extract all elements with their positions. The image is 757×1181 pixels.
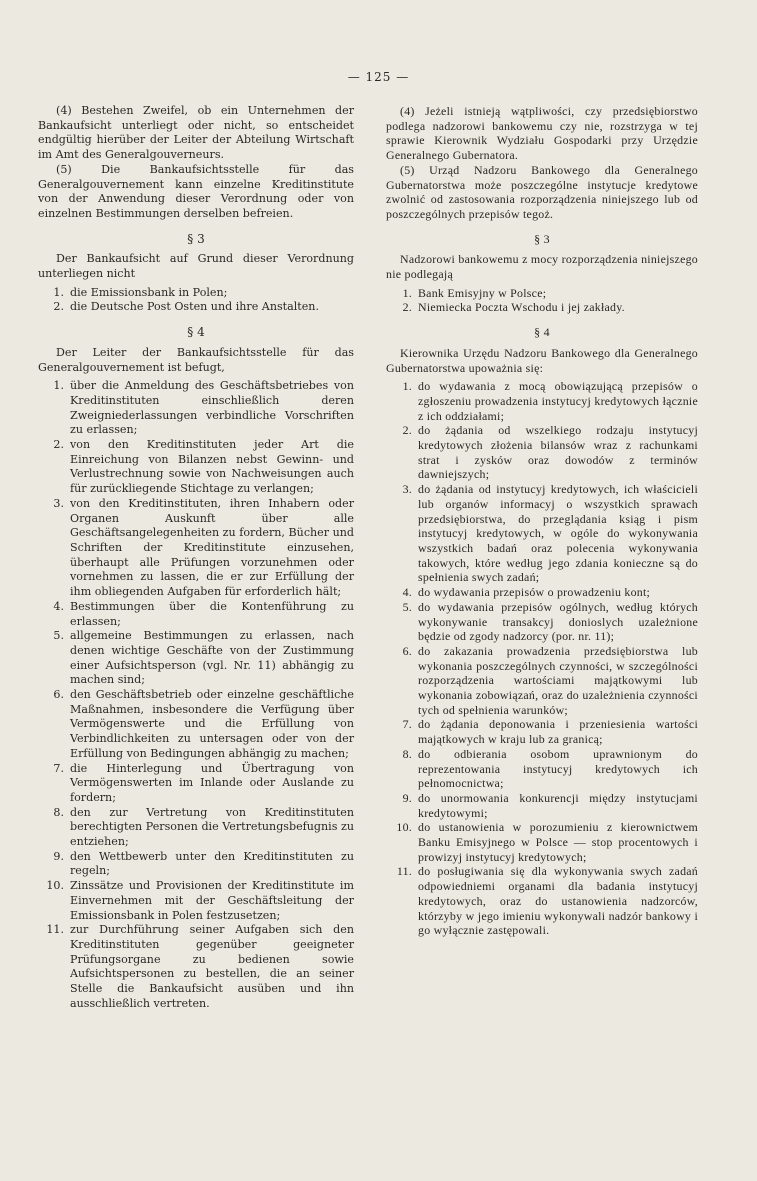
list-item: 10. do ustanowienia w porozumieniu z kierownictwem Banku Emisyjnego w Polsce — stop procentowych i prowizyj instytucyj kredytowych; [396, 820, 698, 864]
list-item: 11. zur Durchführung seiner Aufgaben sich den Kreditinstituten gegenüber geeigneter Prüfungsorgane zu bedienen sowie Aufsichtspersonen zu bestellen, die an seiner Stelle die Bankaufsicht ausüben und ihn ausschließlich vertreten. [46, 923, 354, 1010]
list-item: 2. Niemiecka Poczta Wschodu i jej zakłady. [402, 300, 625, 315]
list-item: 6. do zakazania prowadzenia przedsiębiorstwa lub wykonania poszczególnych czynności, w szczególności rozporządzenia wartościami majątkowymi lub wykonania zobowiązań, oraz do uzależnienia czynności tych od spełnienia warunków; [402, 643, 698, 717]
polish-section-4-title: § 4 [534, 325, 550, 340]
polish-paragraph-5: (5) Urząd Nadzoru Bankowego dla Generalnego Gubernatorstwa może poszczególne instytucje kredytowe zwolnić od zastosowania rozporządzenia niniejszego lub od poszczególnych przepisów tegoż. [386, 162, 698, 221]
polish-section-4-intro: Kierownika Urzędu Nadzoru Bankowego dla Generalnego Gubernatorstwa upoważnia się: [386, 345, 698, 375]
list-item: 7. die Hinterlegung und Übertragung von Vermögenswerten im Inlande oder Auslande zu fordern; [53, 761, 354, 804]
list-item: 5. allgemeine Bestimmungen zu erlassen, nach denen wichtige Geschäfte von der Zustimmung einer Aufsichtsperson (vgl. Nr. 11) abhängig zu machen sind; [53, 629, 354, 687]
list-item: 9. den Wettbewerb unter den Kreditinstituten zu regeln; [53, 849, 354, 878]
list-item: 1. die Emissionsbank in Polen; [53, 285, 228, 299]
list-item: 2. von den Kreditinstituten jeder Art die Einreichung von Bilanzen nebst Gewinn- und Verlustrechnung sowie von Nachweisungen auch für zurückliegende Stichtage zu verlangen; [53, 438, 354, 496]
polish-section-3-list [386, 286, 698, 315]
german-section-3-intro: Der Bankaufsicht auf Grund dieser Verordnung unterliegen nicht [38, 252, 354, 281]
list-item: 4. Bestimmungen über die Kontenführung zu erlassen; [53, 599, 354, 628]
german-section-4-intro: Der Leiter der Bankaufsichtsstelle für das Generalgouvernement ist befugt, [38, 345, 354, 374]
german-column [38, 104, 354, 1011]
german-paragraph-4: (4) Bestehen Zweifel, ob ein Unternehmen der Bankaufsicht unterliegt oder nicht, so entscheidet endgültig hierüber der Leiter der Abteilung Wirtschaft im Amt des Generalgouverneurs. [38, 104, 354, 162]
polish-column [386, 104, 698, 938]
list-item: 11. do posługiwania się dla wykonywania swych zadań odpowiedniemi organami dla badania instytucyj kredytowych, oraz do ustanowienia nadzorców, którzyby w jego imieniu wykonywali nadzór bankowy i go wyłącznie zastępowali. [396, 864, 698, 938]
polish-section-3-title: § 3 [534, 231, 550, 246]
list-item: 6. den Geschäftsbetrieb oder einzelne geschäftliche Maßnahmen, insbesondere die Verfügung über Vermögenswerte und die Erfüllung von Verbindlichkeiten zu untersagen oder von der Erfüllung von Bedingungen abhängig zu machen; [53, 688, 354, 760]
list-item: 8. den zur Vertretung von Kreditinstituten berechtigten Personen die Vertretungsbefugnis zu entziehen; [53, 805, 354, 849]
list-item: 4. do wydawania przepisów o prowadzeniu kont; [402, 585, 651, 600]
german-section-4-list [38, 379, 354, 1011]
polish-section-3-intro: Nadzorowi bankowemu z mocy rozporządzenia niniejszego nie podlegają [386, 252, 698, 282]
list-item: 1. über die Anmeldung des Geschäftsbetriebes von Kreditinstituten einschließlich deren Zweigniederlassungen verbindliche Vorschriften zu erlassen; [53, 379, 354, 437]
list-item: 7. do żądania deponowania i przeniesienia wartości majątkowych w kraju lub za granicą; [402, 717, 698, 747]
list-item: 3. von den Kreditinstituten, ihren Inhabern oder Organen Auskunft über alle Geschäftsangelegenheiten zu fordern, Bücher und Schriften der Kreditinstitute einzusehen, überhaupt alle Prüfungen vorzunehmen oder vornehmen zu lassen, die er zur Erfüllung der ihm obliegenden Aufgaben für erforderlich hält; [53, 496, 354, 599]
polish-section-4-list [386, 379, 698, 938]
list-item: 5. do wydawania przepisów ogólnych, według których wykonywanie transakcyj donioslych uzależnione będzie od zgody nadzorcy (por. nr. 11); [402, 599, 698, 644]
german-paragraph-5: (5) Die Bankaufsichtsstelle für das Generalgouvernement kann einzelne Kreditinstitute von der Anwendung dieser Verordnung oder von einzelnen Bestimmungen derselben befreien. [38, 162, 354, 220]
list-item: 10. Zinssätze und Provisionen der Kreditinstitute im Einvernehmen mit der Geschäftsleitung der Emissionsbank in Polen festzusetzen; [46, 879, 354, 922]
list-item: 8. do odbierania osobom uprawnionym do reprezentowania instytucyj kredytowych ich pełnomocnictwa; [402, 746, 698, 791]
list-item: 2. die Deutsche Post Osten und ihre Anstalten. [53, 300, 319, 314]
german-section-4-title: § 4 [187, 325, 205, 340]
page-number: — 125 — [347, 70, 410, 84]
list-item: 2. do żądania od wszelkiego rodzaju instytucyj kredytowych złożenia bilansów wraz z rachunkami strat i zysków oraz dowodów z terminów dawniejszych; [402, 423, 698, 482]
list-item: 9. do unormowania konkurencji między instytucjami kredytowymi; [402, 790, 698, 820]
polish-paragraph-4: (4) Jeżeli istnieją wątpliwości, czy przedsiębiorstwo podlega nadzorowi bankowemu czy nie, rozstrzyga w tej sprawie Kierownik Wydziału Gospodarki przy Urzędzie Generalnego Gubernatora. [386, 104, 698, 163]
list-item: 3. do żądania od instytucyj kredytowych, ich właścicieli lub organów informacyj o wszystkich sprawach przedsiębiorstwa, do przeglądania ksiąg i pism instytucyj kredytowych, w ogóle do wykonywania wszystkich badań oraz polecenia wykonywania takowych, które według jego zdania konieczne są do spełnienia swych zadań; [402, 482, 698, 585]
german-section-3-title: § 3 [187, 231, 205, 246]
list-item: 1. do wydawania z mocą obowiązującą przepisów o zgłoszeniu prowadzenia instytucyj kredytowych łącznie z ich oddziałami; [402, 379, 698, 423]
list-item: 1. Bank Emisyjny w Polsce; [402, 285, 547, 300]
german-section-3-list [38, 286, 354, 315]
